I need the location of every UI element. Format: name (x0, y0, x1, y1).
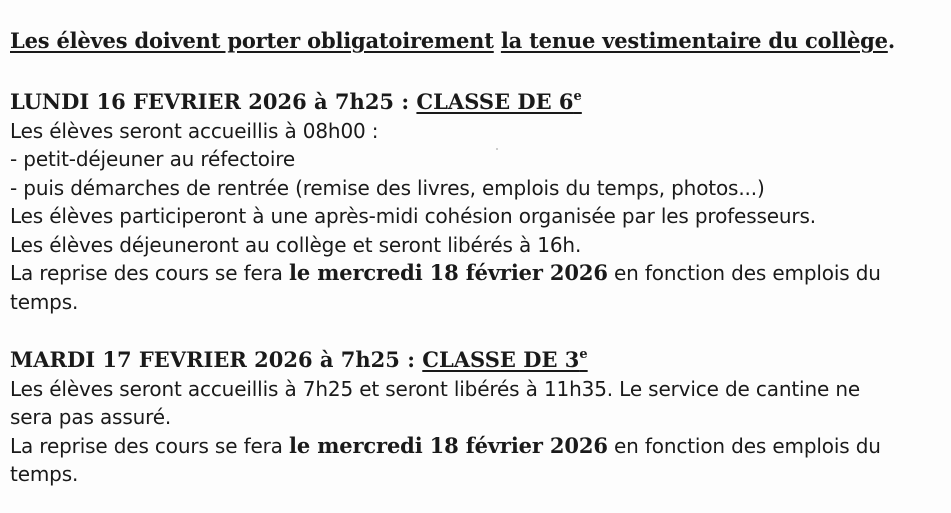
notice-title-part2: la tenue vestimentaire du collège (500, 28, 888, 53)
class-superscript: e (579, 347, 588, 362)
paragraph-line: sera pas assuré. (10, 405, 172, 429)
class-superscript: e (573, 89, 582, 104)
list-item: - petit-déjeuner au réfectoire (10, 147, 296, 171)
section-heading-date: LUNDI 16 FEVRIER 2026 à 7h25 : (10, 89, 417, 114)
section-classe-3 (10, 346, 945, 489)
scan-speck (496, 148, 498, 150)
paragraph-line: temps. (10, 289, 79, 314)
section-heading-class: CLASSE DE 6e (416, 89, 582, 114)
notice-title-gap (494, 28, 501, 53)
notice-title-part1: Les élèves doivent porter obligatoirement (10, 28, 494, 53)
paragraph-line: temps. (10, 462, 79, 486)
paragraph-line: Les élèves participeront à une après-midi cohésion organisée par les professeurs. (10, 204, 816, 228)
section-heading (10, 88, 945, 117)
notice-title-end: . (887, 28, 895, 53)
paragraph-line: Les élèves déjeuneront au collège et seront libérés à 16h. (10, 232, 582, 257)
paragraph-line: Les élèves seront accueillis à 7h25 et seront libérés à 11h35. Le service de cantine ne (10, 376, 861, 401)
section-heading (10, 346, 945, 375)
paragraph-line: La reprise des cours se fera le mercredi 18 février 2026 en fonction des emplois du (10, 260, 881, 285)
paragraph-line: La reprise des cours se fera le mercredi 18 février 2026 en fonction des emplois du (10, 432, 881, 458)
list-item: - puis démarches de rentrée (remise des livres, emplois du temps, photos...) (10, 175, 765, 200)
paragraph-line: Les élèves seront accueillis à 08h00 : (10, 118, 379, 143)
section-heading-date: MARDI 17 FEVRIER 2026 à 7h25 : (10, 347, 423, 372)
section-classe-6 (10, 88, 945, 316)
dress-code-notice (10, 28, 895, 53)
resume-date: le mercredi 18 février 2026 (289, 432, 608, 458)
section-heading-class: CLASSE DE 3e (422, 347, 588, 372)
resume-date: le mercredi 18 février 2026 (289, 260, 608, 285)
